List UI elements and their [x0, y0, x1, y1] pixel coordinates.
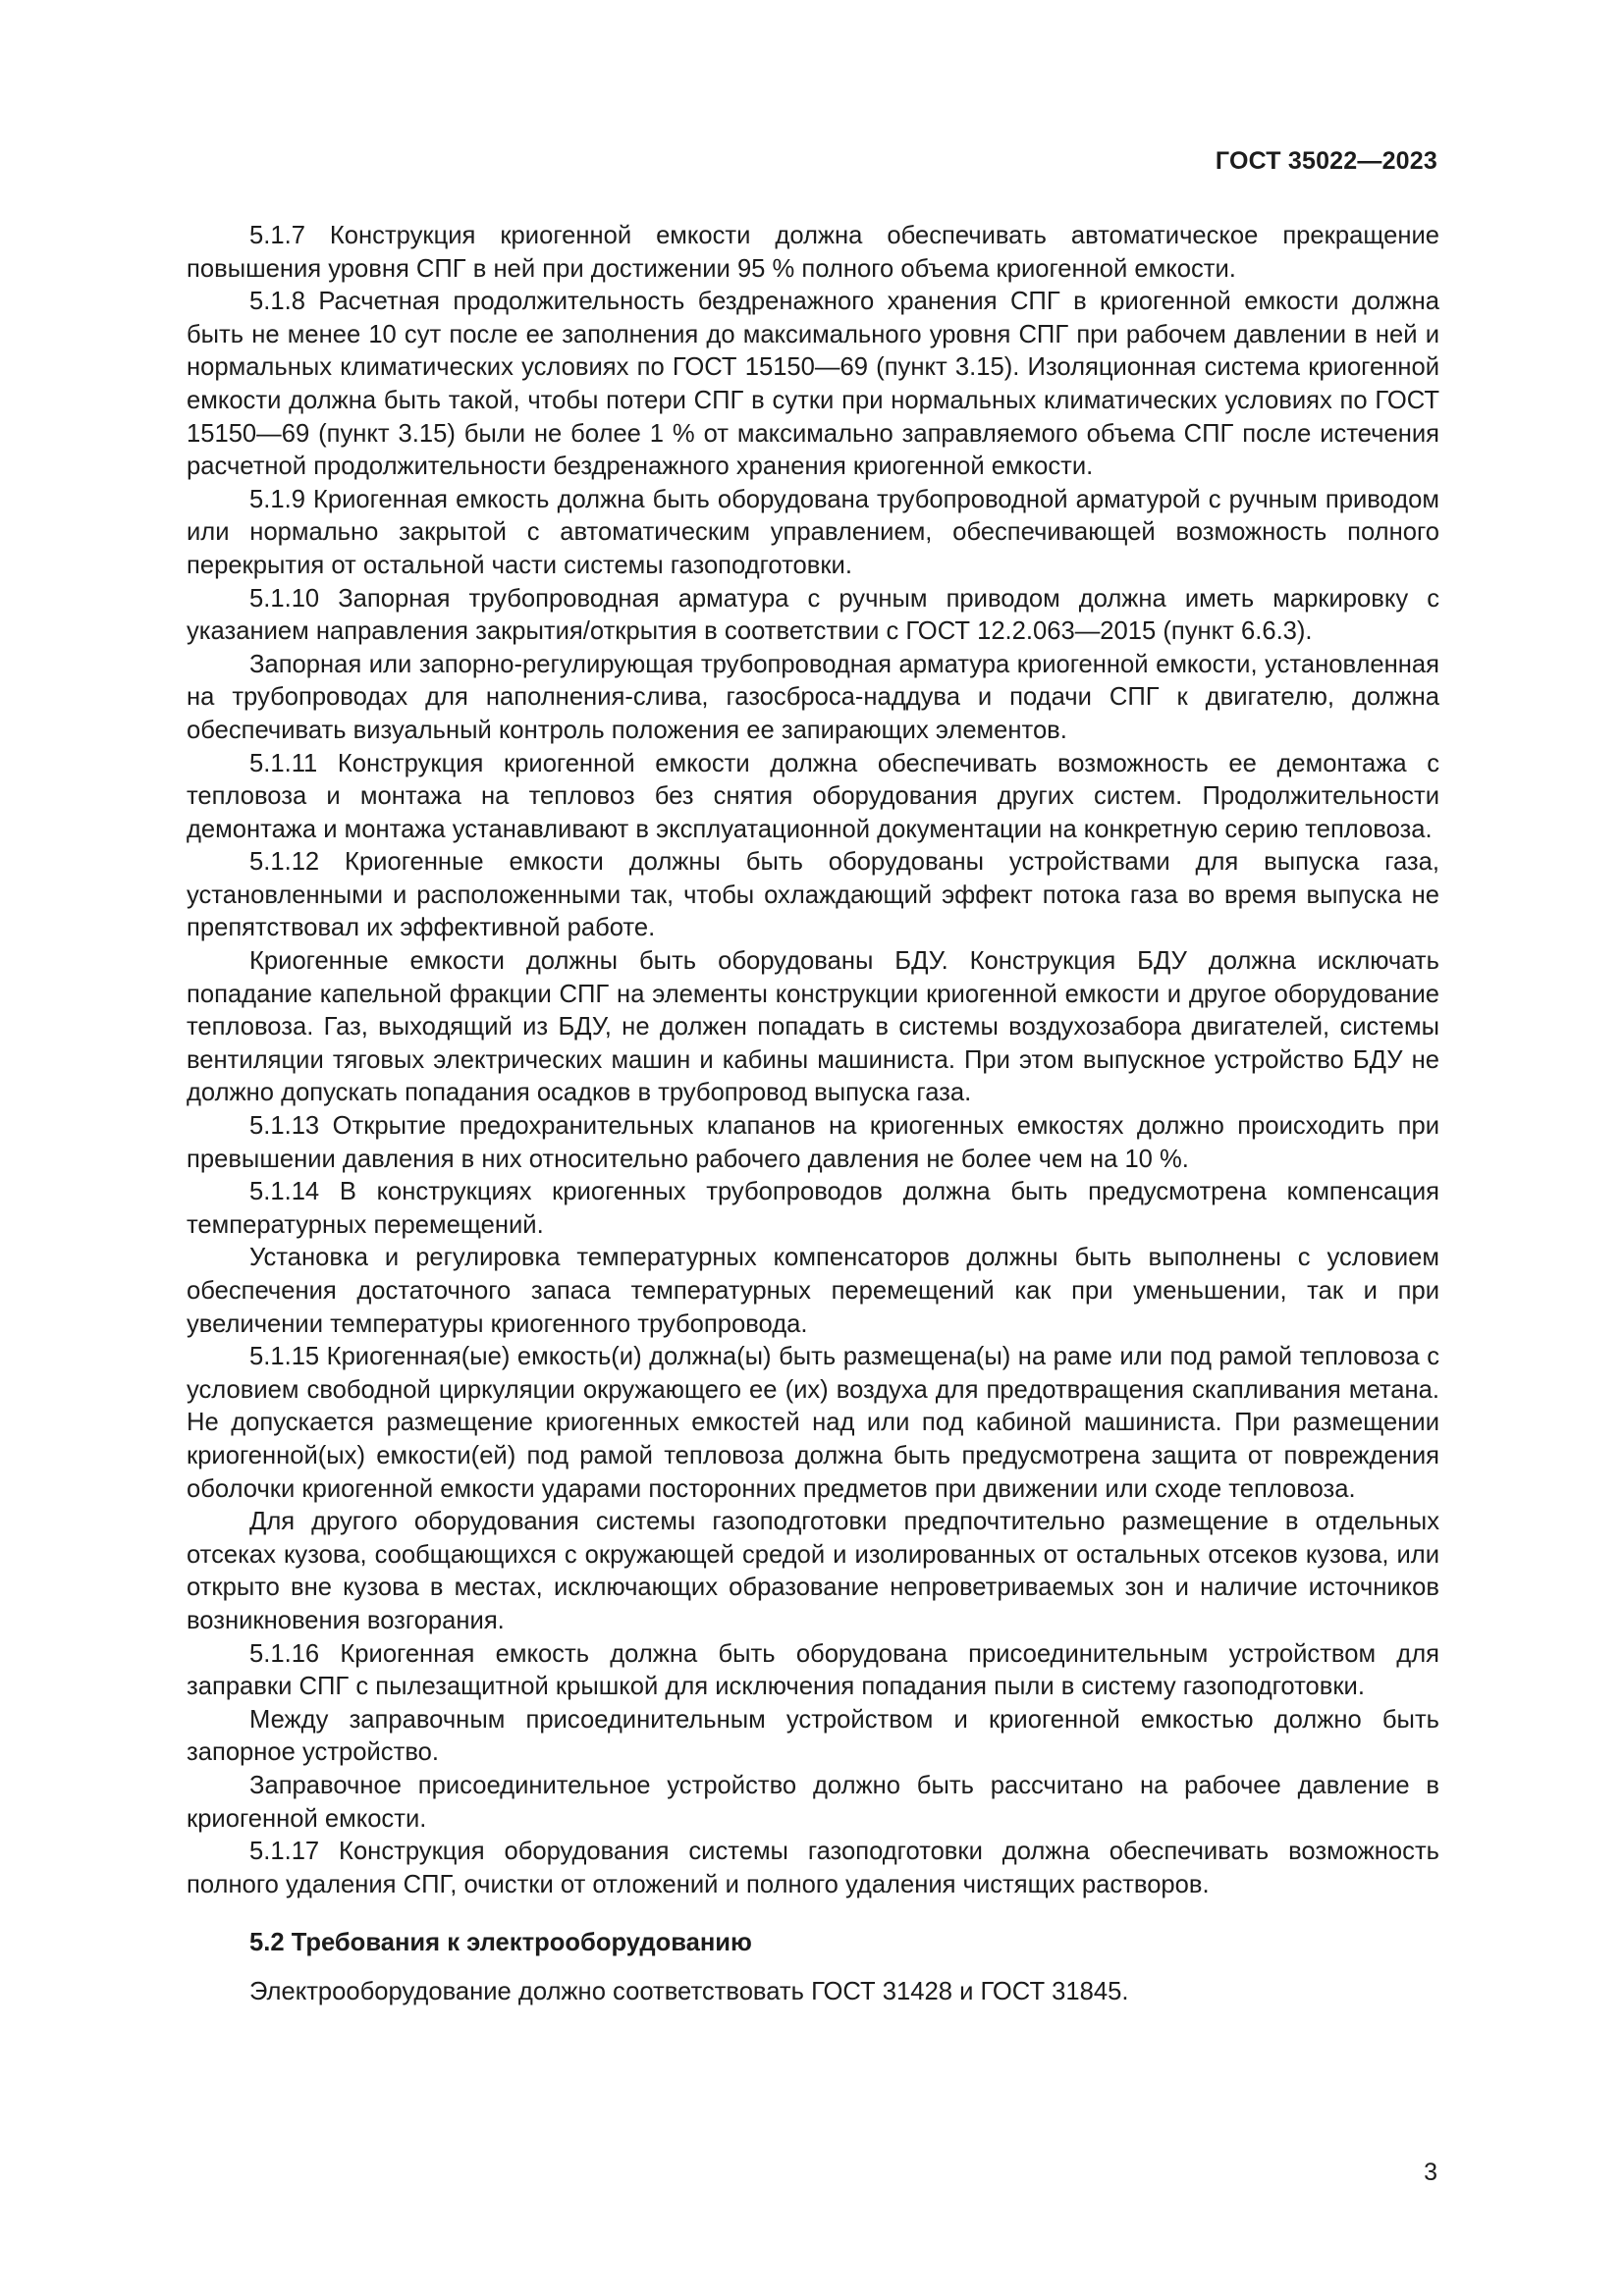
paragraph-5-1-16-cont-2: Заправочное присоединительное устройство должно быть рассчитано на рабочее давление в криогенной емкости. [187, 1771, 1439, 1833]
paragraph-5-1-15-cont: Для другого оборудования системы газоподготовки предпочтительно размещение в отдельных отсеках кузова, сообщающихся с окружающей средой и изолированных от остальных отсеков кузова, или открыто вне кузова в местах, исключающих образование непроветриваемых зон и наличие источников возникновения возгорания. [187, 1508, 1439, 1634]
paragraph-5-1-9: 5.1.9 Криогенная емкость должна быть оборудована трубопроводной арматурой с ручным приводом или нормально закрытой с автоматическим управлением, обеспечивающей возможность полного перекрытия от остальной части системы газоподготовки. [187, 485, 1439, 579]
paragraph-5-1-13: 5.1.13 Открытие предохранительных клапанов на криогенных емкостях должно происходить при превышении давления в них относительно рабочего давления не более чем на 10 %. [187, 1112, 1439, 1173]
paragraph-5-1-8: 5.1.8 Расчетная продолжительность бездренажного хранения СПГ в криогенной емкости должна быть не менее 10 сут после ее заполнения до максимального уровня СПГ при рабочем давлении в ней и нормальных климатических условиях по ГОСТ 15150—69 (пункт 3.15). Изоляционная система криогенной емкости должна быть такой, чтобы потери СПГ в сутки при нормальных климатических условиях по ГОСТ 15150—69 (пункт 3.15) были не более 1 % от максимально заправляемого объема СПГ после истечения расчетной продолжительности бездренажного хранения криогенной емкости. [187, 288, 1439, 481]
paragraph-5-1-16-cont-1: Между заправочным присоединительным устройством и криогенной емкостью должно быть запорное устройство. [187, 1705, 1439, 1767]
paragraph-5-1-17: 5.1.17 Конструкция оборудования системы газоподготовки должна обеспечивать возможность полного удаления СПГ, очистки от отложений и полного удаления чистящих растворов. [187, 1838, 1439, 1898]
paragraph-5-1-14-cont: Установка и регулировка температурных компенсаторов должны быть выполнены с условием обеспечения достаточного запаса температурных перемещений как при уменьшении, так и при увеличении температуры криогенного трубопровода. [187, 1244, 1439, 1338]
section-5-2-text: Электрооборудование должно соответствовать ГОСТ 31428 и ГОСТ 31845. [249, 1977, 1129, 2005]
paragraph-5-1-7: 5.1.7 Конструкция криогенной емкости должна обеспечивать автоматическое прекращение повышения уровня СПГ в ней при достижении 95 % полного объема криогенной емкости. [187, 222, 1439, 283]
section-heading-5-2: 5.2 Требования к электрооборудованию [249, 1929, 752, 1957]
paragraph-5-1-14: 5.1.14 В конструкциях криогенных трубопроводов должна быть предусмотрена компенсация температурных перемещений. [187, 1178, 1439, 1239]
paragraph-5-1-11: 5.1.11 Конструкция криогенной емкости должна обеспечивать возможность ее демонтажа с тепловоза и монтажа на тепловоз без снятия оборудования других систем. Продолжительности демонтажа и монтажа устанавливают в эксплуатационной документации на конкретную серию тепловоза. [187, 749, 1439, 843]
paragraph-5-1-10: 5.1.10 Запорная трубопроводная арматура с ручным приводом должна иметь маркировку с указанием направления закрытия/открытия в соответствии с ГОСТ 12.2.063—2015 (пункт 6.6.3). [187, 584, 1439, 646]
paragraph-5-1-15: 5.1.15 Криогенная(ые) емкость(и) должна(ы) быть размещена(ы) на раме или под рамой тепловоза с условием свободной циркуляции окружающего ее (их) воздуха для предотвращения скапливания метана. Не допускается размещение криогенных емкостей над или под кабиной машиниста. При размещении криогенной(ых) емкости(ей) под рамой тепловоза должна быть предусмотрена защита от повреждения оболочки криогенной емкости ударами посторонних предметов при движении или сходе тепловоза. [187, 1343, 1439, 1503]
paragraph-5-1-12: 5.1.12 Криогенные емкости должны быть оборудованы устройствами для выпуска газа, установленными и расположенными так, чтобы охлаждающий эффект потока газа во время выпуска не препятствовал их эффективной работе. [187, 848, 1439, 942]
paragraph-5-1-10-cont: Запорная или запорно-регулирующая трубопроводная арматура криогенной емкости, установленная на трубопроводах для наполнения-слива, газосброса-наддува и подачи СПГ к двигателю, должна обеспечивать визуальный контроль положения ее запирающих элементов. [187, 650, 1439, 744]
paragraph-5-1-16: 5.1.16 Криогенная емкость должна быть оборудована присоединительным устройством для заправки СПГ с пылезащитной крышкой для исключения попадания пыли в систему газоподготовки. [187, 1639, 1439, 1701]
standard-header: ГОСТ 35022—2023 [1215, 147, 1437, 175]
page-content [187, 220, 1439, 2008]
page-number: 3 [1424, 2159, 1437, 2186]
paragraph-5-1-12-cont: Криогенные емкости должны быть оборудованы БДУ. Конструкция БДУ должна исключать попадание капельной фракции СПГ на элементы конструкции криогенной емкости и другое оборудование тепловоза. Газ, выходящий из БДУ, не должен попадать в системы воздухозабора двигателей, системы вентиляции тяговых электрических машин и кабины машиниста. При этом выпускное устройство БДУ не должно допускать попадания осадков в трубопровод выпуска газа. [187, 947, 1439, 1107]
